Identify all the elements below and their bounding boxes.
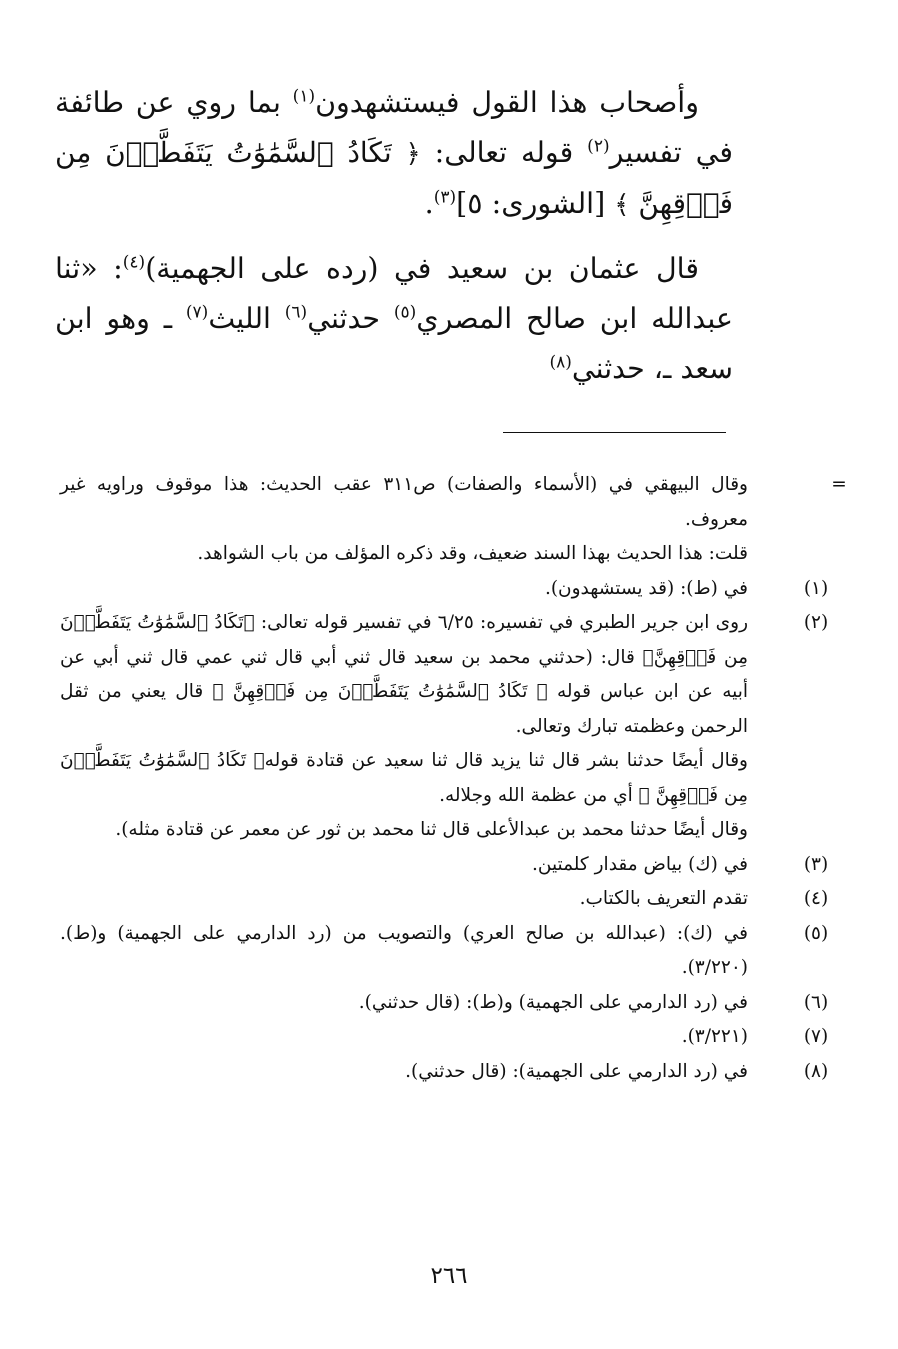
footnote-ref-1: (١) [292,86,316,107]
page-number: ٢٦٦ [430,1263,468,1289]
footnote-ref-4: (٤) [122,252,146,273]
footnote-text: في (ك) بياض مقدار كلمتين. [531,853,748,875]
footnote-ref-5: (٥) [393,302,417,323]
footnote-5 [60,917,829,986]
footnote-1 [60,572,829,607]
quran-bracket-open: ﴿ [405,139,421,169]
footnote-number: (٤) [803,888,829,909]
main-text-segment: الليث [208,302,285,335]
footnote-text: تقدم التعريف بالكتاب. [579,888,748,909]
footnote-number: (١) [803,577,829,599]
footnote-number: (٣) [803,853,829,875]
footnote-6 [60,986,829,1021]
footnote-text: روى ابن جرير الطبري في تفسيره: ٦/٢٥ في تفسير قوله تعالى: ﴿تَكَادُ ٱلسَّمَٰوَٰتُ يَتَفَطَّرۡنَ مِن فَوۡقِهِنَّ﴾ قال: (حدثني محمد بن سعيد قال ثني أبي قال ثني عمي قال ثني أبي عن أبيه عن ابن عباس قوله ﴿ تَكَادُ ٱلسَّمَٰوَٰتُ يَتَفَطَّرۡنَ مِن فَوۡقِهِنَّ ﴾ قال يعني من ثقل الرحمن وعظمته تبارك وتعالى. [60,612,748,737]
quran-bracket-close: ﴾ [614,190,630,220]
footnote-3 [60,848,829,883]
main-text-segment: : «ثنا عبدالله ابن صالح المصري [55,252,733,335]
footnote-number: (٨) [803,1060,829,1082]
footnote-8 [60,1055,829,1090]
main-paragraph-1 [55,78,733,230]
continuation-mark: = [831,474,847,495]
footnote-number: (٥) [803,922,829,944]
footnote-number: (٢) [803,612,829,633]
footnote-text: في (رد الدارمي على الجهمية) و(ط): (قال حدثني). [358,991,748,1013]
footnote-text: في (رد الدارمي على الجهمية): (قال حدثني). [405,1060,748,1082]
footnote-ref-2: (٢) [587,136,610,157]
footnote-ref-6: (٦) [284,302,308,323]
quran-verse: تَكَادُ ٱلسَّمَٰوَٰتُ يَتَفَطَّرۡنَ مِن فَوۡقِهِنَّ [55,136,733,220]
footnote-ref-3: (٣) [433,187,457,208]
footnote-text: وقال البيهقي في (الأسماء والصفات) ص٣١١ عقب الحديث: هذا موقوف وراويه غير معروف. [60,474,748,530]
main-text-segment: قوله تعالى: [420,136,588,169]
main-text-segment: قال عثمان بن سعيد في (رده على الجهمية) [145,252,699,285]
footnote-2-continued [60,813,748,848]
footnote-2 [60,606,829,744]
footnote-text: قلت: هذا الحديث بهذا السند ضعيف، وقد ذكره المؤلف من باب الشواهد. [197,543,748,564]
footnote-number: (٦) [803,991,829,1013]
footnote-separator [503,432,726,433]
footnote-text: وقال أيضًا حدثنا بشر قال ثنا يزيد قال ثنا سعيد عن قتادة قوله﴿ تَكَادُ ٱلسَّمَٰوَٰتُ يَتَفَطَّرۡنَ مِن فَوۡقِهِنَّ ﴾ أي من عظمة الله وجلاله. [60,750,748,806]
footnote-ref-8: (٨) [549,352,572,373]
footnote-text: وقال أيضًا حدثنا محمد بن عبدالأعلى قال ثنا محمد بن ثور عن معمر عن قتادة مثله). [115,819,748,840]
main-text-segment: ـ وهو ابن سعد ـ، حدثني [55,302,733,385]
footnote-number: (٧) [803,1026,829,1047]
footnote-ref-7: (٧) [185,302,209,323]
main-text-segment: حدثني [307,302,394,335]
main-text-segment: بما روي عن طائفة في تفسير [55,86,733,169]
footnote-2-continued [60,744,748,813]
main-text-segment: وأصحاب هذا القول فيستشهدون [315,86,699,119]
main-paragraph-2 [55,244,733,394]
footnote-7 [60,1020,829,1055]
footnote-text: (٣/٢٢١). [681,1026,748,1047]
footnotes-section [60,468,847,1089]
verse-reference: [الشورى: ٥] [456,187,615,220]
footnote-4 [60,882,829,917]
footnote-continuation [60,468,847,537]
footnote-text: في (ك): (عبدالله بن صالح العري) والتصويب من (رد الدارمي على الجهمية) و(ط). (٣/٢٢٠). [60,922,748,978]
footnote-continuation [60,537,748,572]
main-text-segment: . [424,187,434,220]
footnote-text: في (ط): (قد يستشهدون). [544,577,748,599]
main-text [55,78,733,394]
